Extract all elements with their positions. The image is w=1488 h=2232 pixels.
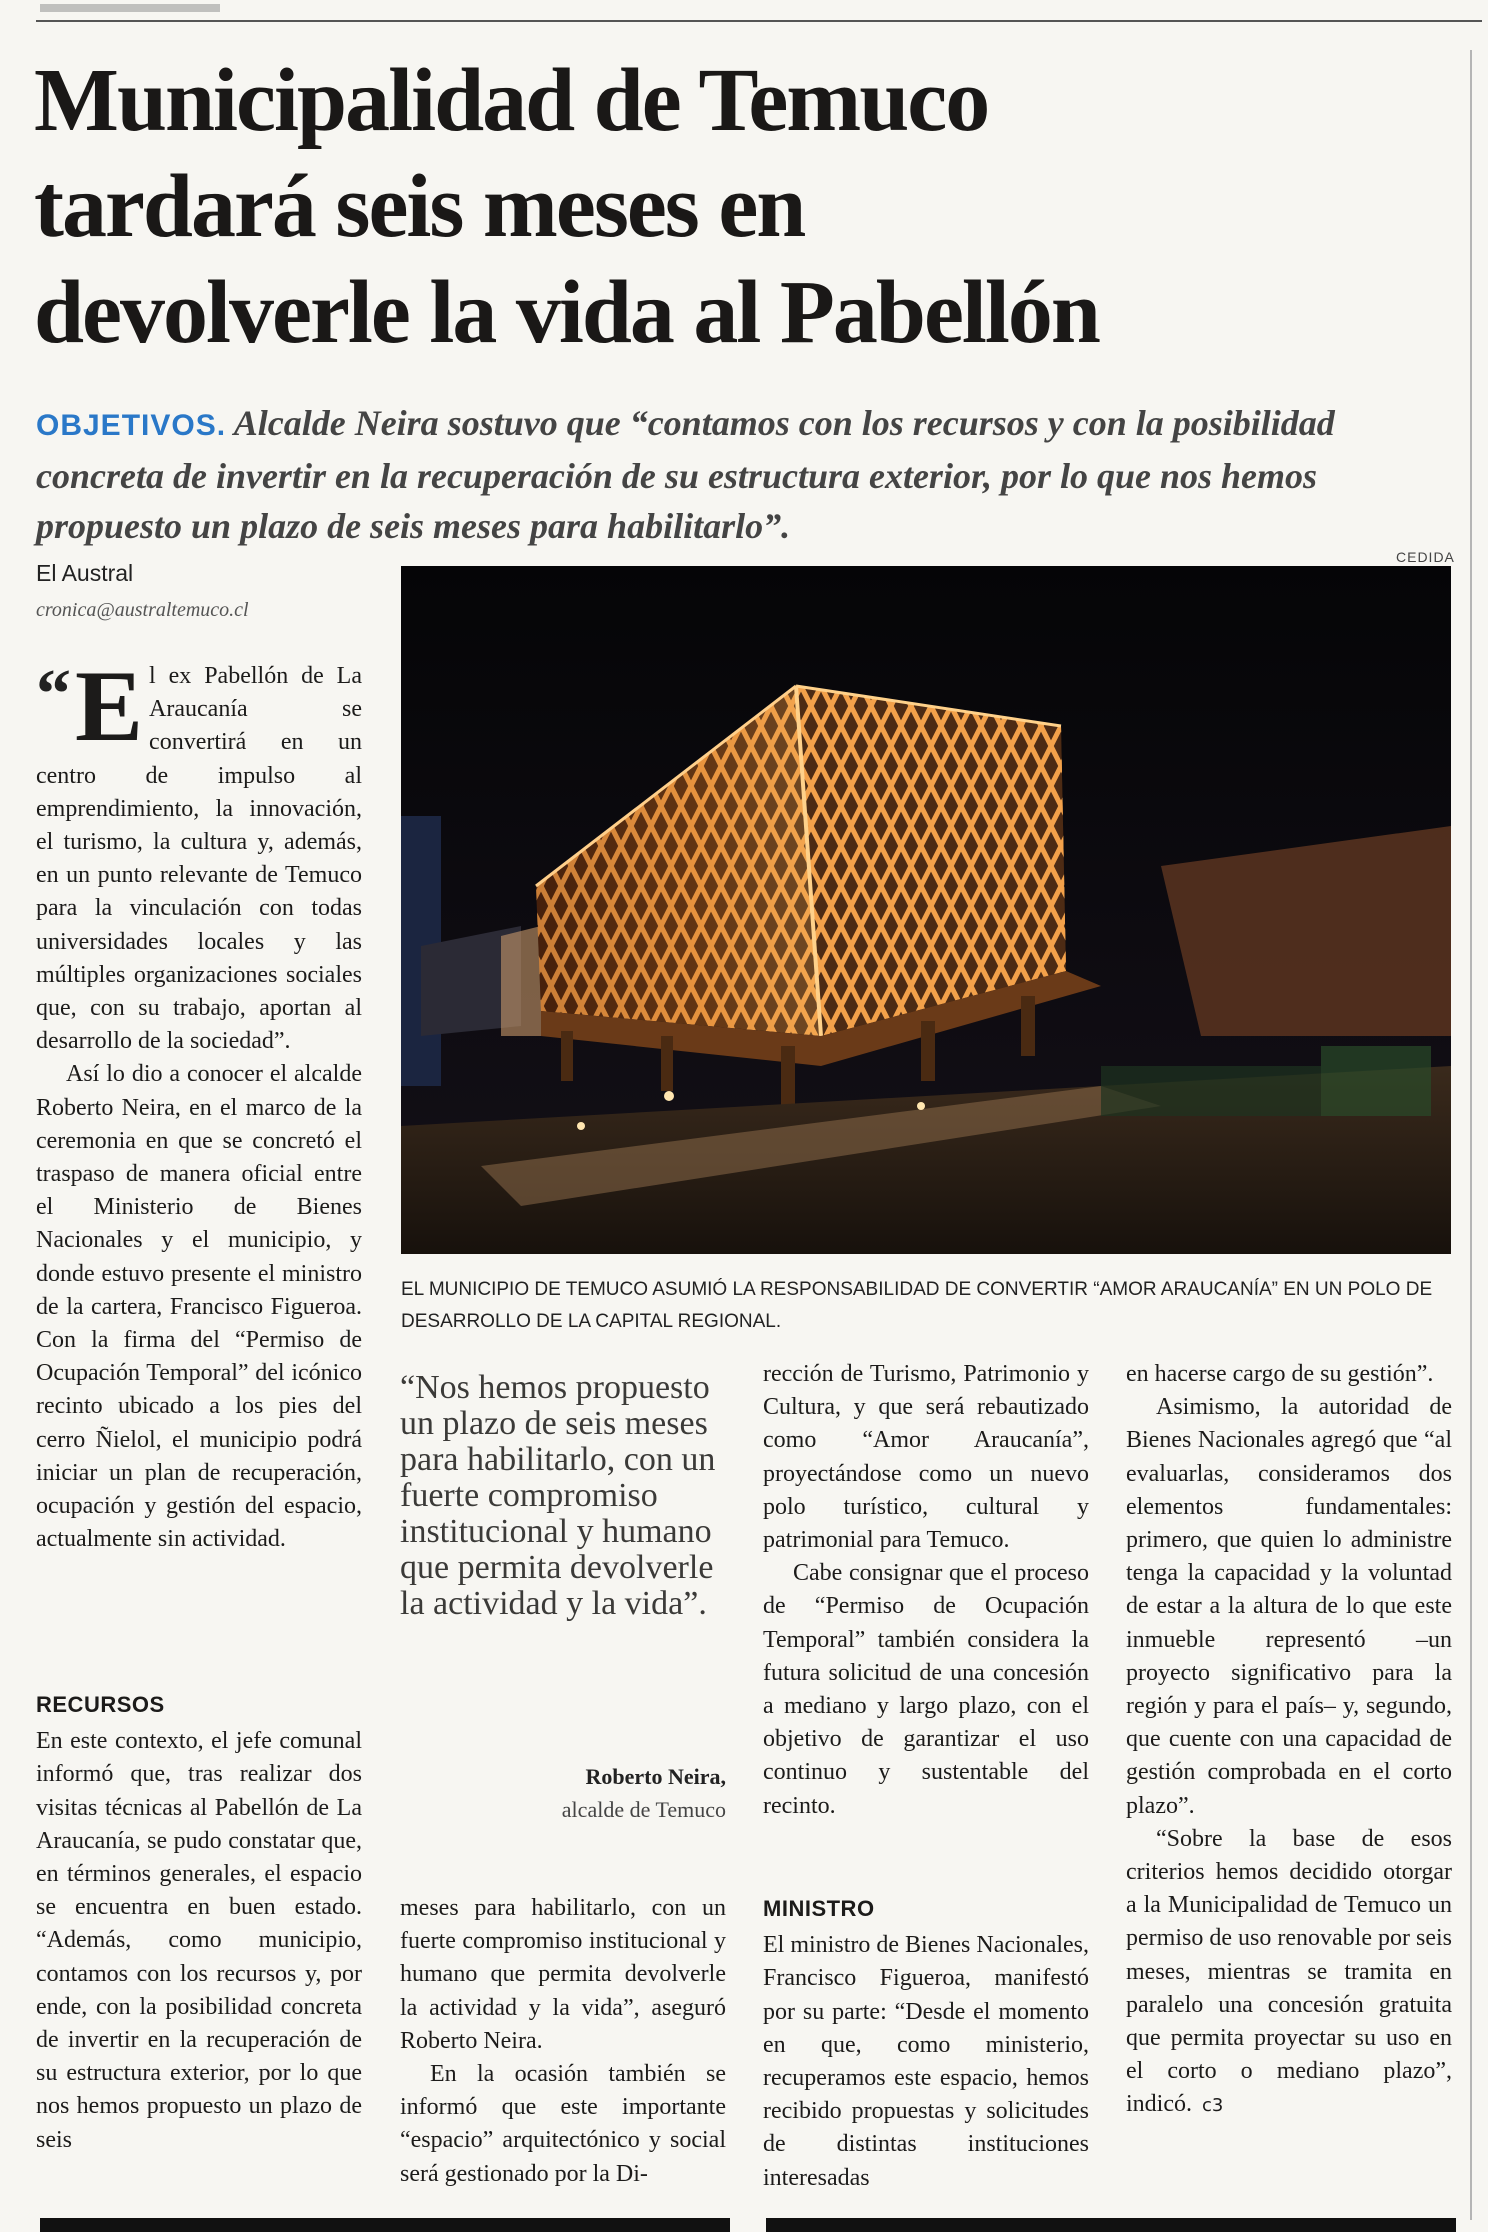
subhead-ministro: MINISTRO — [763, 1896, 875, 1921]
paragraph-3-continued: meses para habilitarlo, con un fuerte compromiso institucional y humano que permita devolverle la actividad y la vida”, aseguró Roberto Neira. — [400, 1895, 726, 2054]
drop-cap: E — [75, 650, 144, 763]
paragraph-6-continued: en hacerse cargo de su gestión”. — [1126, 1361, 1434, 1387]
column-3-lower — [763, 1892, 1089, 2195]
paragraph-8-text: “Sobre la base de esos criterios hemos decidido otorgar a la Municipalidad de Temuco un permiso de uso renovable por seis meses, mientras se tramita en paralelo una concesión gratuita que permita proyectar su uso en el corto o mediano plazo”, indicó. — [1126, 1825, 1452, 2118]
right-column-rule — [1470, 50, 1472, 2220]
subhead-recursos: RECURSOS — [36, 1692, 165, 1717]
deck — [36, 398, 1456, 551]
column-1-lower — [36, 1688, 362, 2157]
headline — [34, 48, 1454, 366]
footer-bar-left — [40, 2218, 730, 2232]
pull-quote-attribution — [400, 1760, 726, 1826]
pavilion-illustration — [401, 566, 1451, 1254]
column-4 — [1126, 1358, 1452, 2123]
top-rule — [36, 20, 1482, 22]
headline-line-1: Municipalidad de Temuco — [34, 51, 989, 150]
column-1 — [36, 650, 362, 1556]
pull-quote: “Nos hemos propuesto un plazo de seis meses para habilitarlo, con un fuerte compromiso institucional y humano que permita devolverle la actividad y la vida”. — [400, 1369, 716, 1622]
paragraph-4-continued: rección de Turismo, Patrimonio y Cultura, y que será rebautizado como “Amor Araucanía”, proyectándose como un nuevo polo turístico, cultural y patrimonial para Temuco. — [763, 1361, 1089, 1554]
section-tab-marker — [40, 4, 220, 12]
headline-line-3: devolverle la vida al Pabellón — [34, 263, 1099, 362]
footer-bar-right — [766, 2218, 1456, 2232]
deck-text: Alcalde Neira sostuvo que “contamos con los recursos y con la posibilidad concreta de invertir en la recuperación de su estructura exterior, por lo que nos hemos propuesto un plazo de seis meses para habilitarlo”. — [36, 403, 1335, 546]
paragraph-6: El ministro de Bienes Nacionales, Francisco Figueroa, manifestó por su parte: “Desde el momento en que, como ministerio, recuperamos este espacio, hemos recibido propuestas y solicitudes de distintas instituciones interesadas — [763, 1932, 1089, 2191]
drop-quote-mark: “ — [36, 656, 71, 733]
paragraph-1-text: l ex Pabellón de La Araucanía se convertirá en un centro de impulso al emprendimiento, la innovación, el turismo, la cultura y, además, en un punto relevante de Temuco para la vinculación con todas universidades locales y las múltiples organizaciones sociales que, con su trabajo, aportan al desarrollo de la sociedad”. — [36, 663, 362, 1055]
paragraph-8 — [1126, 1823, 1452, 2123]
byline-email: cronica@australtemuco.cl — [36, 599, 249, 621]
column-2-lower — [400, 1892, 726, 2191]
deck-kicker: OBJETIVOS. — [36, 409, 227, 442]
paragraph-2: Así lo dio a conocer el alcalde Roberto Neira, en el marco de la ceremonia en que se concretó el traspaso de manera oficial entre el Ministerio de Bienes Nacionales y el municipio, y donde estuvo presente el ministro de la cartera, Francisco Figueroa. Con la firma del “Permiso de Ocupación Temporal” del icónico recinto ubicado a los pies del cerro Ñielol, el municipio podrá iniciar un plan de recuperación, ocupación y gestión del espacio, actualmente sin actividad. — [36, 1061, 362, 1553]
end-mark-icon: ᴄ3 — [1202, 2095, 1224, 2117]
paragraph-4: En la ocasión también se informó que este importante “espacio” arquitectónico y social será gestionado por la Di- — [400, 2061, 726, 2187]
headline-line-2: tardará seis meses en — [34, 157, 805, 256]
paragraph-1 — [36, 650, 362, 1058]
byline — [36, 560, 366, 622]
pavilion-photo — [401, 566, 1451, 1254]
pull-quote-role: alcalde de Temuco — [561, 1797, 726, 1822]
photo-credit: CEDIDA — [1396, 549, 1455, 565]
photo-caption: EL MUNICIPIO DE TEMUCO ASUMIÓ LA RESPONSABILIDAD DE CONVERTIR “AMOR ARAUCANÍA” EN UN POLO DE DESARROLLO DE LA CAPITAL REGIONAL. — [401, 1279, 1433, 1332]
paragraph-7: Asimismo, la autoridad de Bienes Nacionales agregó que “al evaluarlas, consideramos dos elementos fundamentales: primero, que quien lo administre tenga la capacidad y la voluntad de estar a la altura de lo que este inmueble representó –un proyecto significativo para la región y para el país– y, segundo, que cuente con una capacidad de gestión comprobada en el corto plazo”. — [1126, 1394, 1452, 1819]
column-3 — [763, 1358, 1089, 1823]
pull-quote-author: Roberto Neira, — [585, 1764, 726, 1789]
paragraph-5: Cabe consignar que el proceso de “Permiso de Ocupación Temporal” también considera la futura solicitud de una concesión a mediano y largo plazo, con el objetivo de garantizar el uso continuo y sustentable del recinto. — [763, 1560, 1089, 1819]
byline-name: El Austral — [36, 560, 134, 586]
paragraph-3: En este contexto, el jefe comunal informó que, tras realizar dos visitas técnicas al Pabellón de La Araucanía, se pudo constatar que, en términos generales, el espacio se encuentra en buen estado. “Además, como municipio, contamos con los recursos y, por ende, con la posibilidad concreta de invertir en la recuperación de su estructura exterior, por lo que nos hemos propuesto un plazo de seis — [36, 1728, 362, 2153]
